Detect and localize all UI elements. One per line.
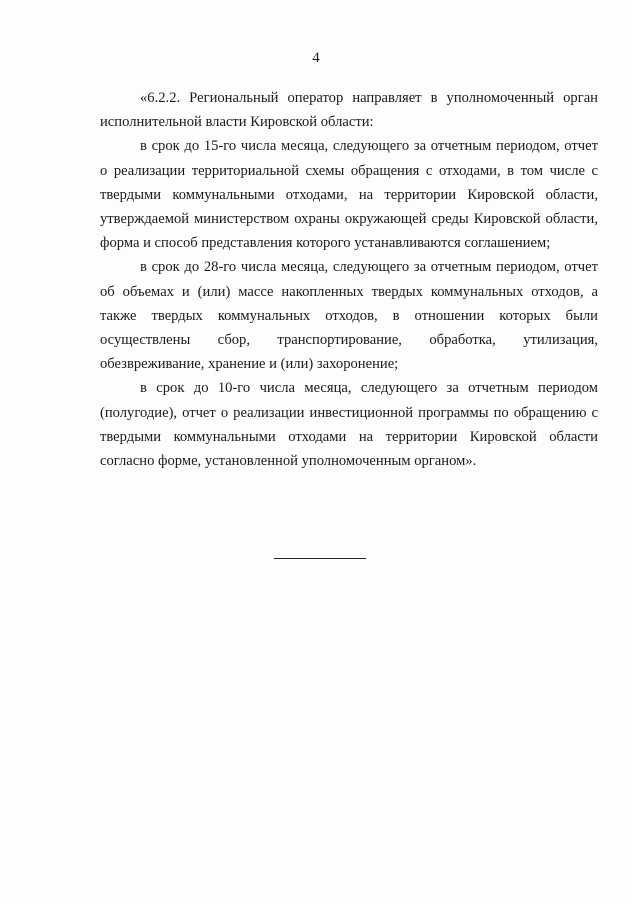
end-of-document-rule	[274, 558, 366, 559]
page-number: 4	[312, 50, 320, 66]
paragraph-deadline-15th: в срок до 15-го числа месяца, следующего за отчетным периодом, отчет о реализации территориальной схемы обращения с отходами, в том числе с твердыми коммунальными отходами, на территории Кировской области, утверждаемой министерством охраны окружающей среды Кировской области, форма и способ представления которого устанавливаются соглашением;	[100, 138, 598, 252]
paragraph-clause-6-2-2: «6.2.2. Региональный оператор направляет в уполномоченный орган исполнительной власти Кировской области:	[100, 90, 598, 131]
document-body	[100, 86, 598, 473]
paragraph-deadline-28th: в срок до 28-го числа месяца, следующего за отчетным периодом, отчет об объемах и (или) массе накопленных твердых коммунальных отходов, а также твердых коммунальных отходов, в отношении которых были осуществлены сбор, транспортирование, обработка, утилизация, обезвреживание, хранение и (или) захоронение;	[100, 259, 598, 373]
paragraph-deadline-10th: в срок до 10-го числа месяца, следующего за отчетным периодом (полугодие), отчет о реализации инвестиционной программы по обращению с твердыми коммунальными отходами на территории Кировской области согласно форме, установленной уполномоченным органом».	[100, 380, 598, 470]
